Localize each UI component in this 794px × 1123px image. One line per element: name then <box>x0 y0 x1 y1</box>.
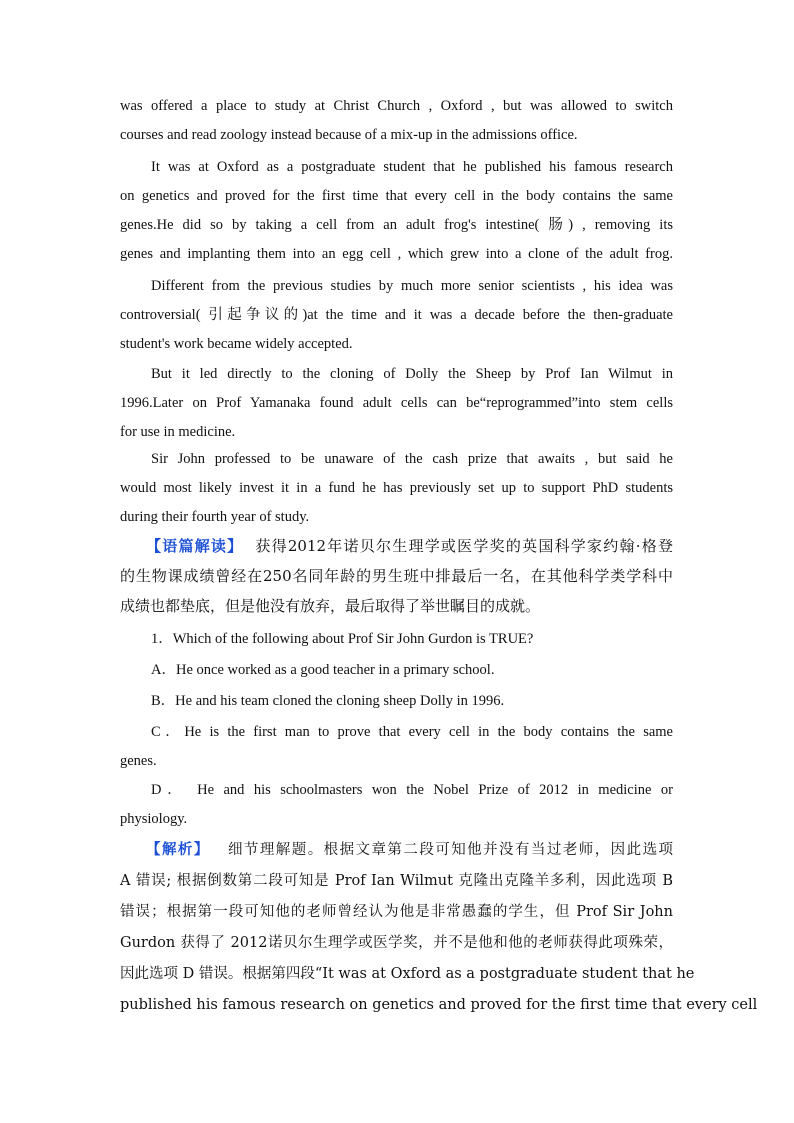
text-line: genes.He did so by taking a cell from an adult frog's intestine( 肠) , removing its <box>120 217 673 233</box>
text-line: Gurdon 获得了 2012诺贝尔生理学或医学奖，并不是他和他的老师获得此项殊荣， <box>120 935 673 951</box>
passage-paragraph <box>120 92 673 150</box>
passage-paragraph <box>120 445 673 532</box>
text-line: D． He and his schoolmasters won the Nobel Prize of 2012 in medicine or <box>151 782 673 798</box>
text-line: A 错误; 根据倒数第二段可知是 Prof Ian Wilmut 克隆出克隆羊多利，因此选项 B <box>120 873 673 889</box>
text-line: during their fourth year of study. <box>120 509 310 525</box>
option-c <box>120 718 673 776</box>
text-line: courses and read zoology instead because of a mix-up in the admissions office. <box>120 127 578 143</box>
text-line: controversial( 引起争议的)at the time and it was a decade before the then-graduate <box>120 307 673 323</box>
text-line: C．He is the first man to prove that every cell in the body contains the same <box>151 724 673 740</box>
text-line: physiology. <box>120 811 188 827</box>
reading-summary <box>120 531 673 621</box>
text-line: would most likely invest it in a fund he has previously set up to support PhD students <box>120 480 673 496</box>
text-line: published his famous research on genetics and proved for the first time that every cell <box>120 997 758 1013</box>
text-line: for use in medicine. <box>120 424 236 440</box>
text-line: on genetics and proved for the first time that every cell in the body contains the same <box>120 188 673 204</box>
text-line: genes. <box>120 753 157 769</box>
reading-summary-tag: 【语篇解读】 <box>146 537 244 555</box>
text-line: Different from the previous studies by much more senior scientists , his idea was <box>151 278 673 294</box>
text-line: was offered a place to study at Christ Church , Oxford , but was allowed to switch <box>120 98 673 114</box>
question-stem: 1．Which of the following about Prof Sir John Gurdon is TRUE? <box>151 631 534 647</box>
text-line: 1996.Later on Prof Yamanaka found adult cells can be“reprogrammed”into stem cells <box>120 395 673 411</box>
text-line: 因此选项 D 错误。根据第四段“It was at Oxford as a postgraduate student that he <box>120 966 695 982</box>
text-line: It was at Oxford as a postgraduate student that he published his famous research <box>151 159 673 175</box>
text-line: student's work became widely accepted. <box>120 336 353 352</box>
text-line: 成绩也都垫底，但是他没有放弃，最后取得了举世瞩目的成就。 <box>120 597 541 615</box>
option-d <box>120 776 673 834</box>
text-line: 获得2012年诺贝尔生理学或医学奖的英国科学家约翰·格登 <box>255 537 673 555</box>
option-a: A．He once worked as a good teacher in a primary school. <box>151 662 495 678</box>
analysis-block <box>120 834 758 1021</box>
text-line: But it led directly to the cloning of Dolly the Sheep by Prof Ian Wilmut in <box>151 366 673 382</box>
passage-paragraph <box>120 360 673 447</box>
text-line: Sir John professed to be unaware of the cash prize that awaits , but said he <box>151 451 673 467</box>
passage-paragraph <box>120 272 673 359</box>
option-b: B．He and his team cloned the cloning sheep Dolly in 1996. <box>151 693 505 709</box>
analysis-tag: 【解析】 <box>146 841 210 858</box>
text-line: 的生物课成绩曾经在250名同年龄的男生班中排最后一名，在其他科学类学科中 <box>120 567 673 585</box>
passage-paragraph <box>120 153 673 269</box>
text-line: 错误；根据第一段可知他的老师曾经认为他是非常愚蠢的学生，但 Prof Sir John <box>120 904 673 920</box>
text-line: 细节理解题。根据文章第二段可知他并没有当过老师，因此选项 <box>227 842 674 858</box>
question-block <box>120 624 673 717</box>
text-line: genes and implanting them into an egg cell , which grew into a clone of the adult frog. <box>120 246 673 262</box>
